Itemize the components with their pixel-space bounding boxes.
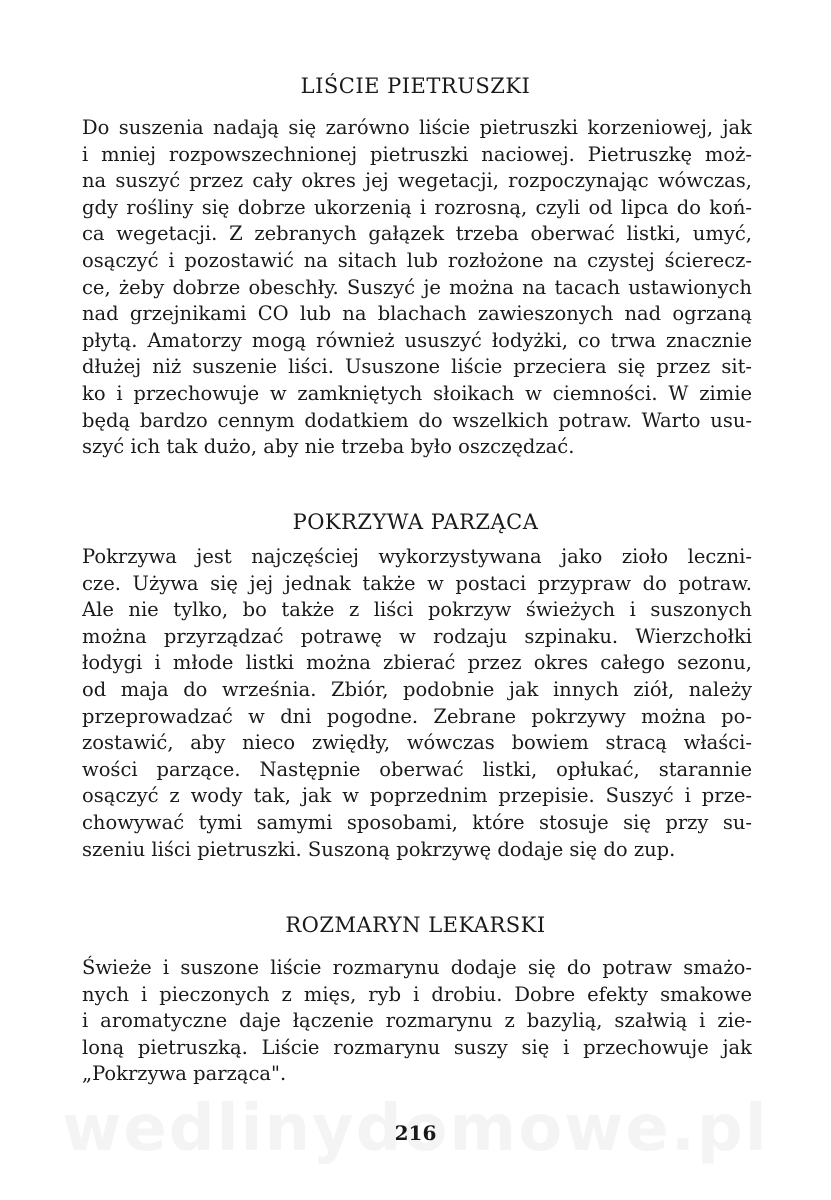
text-line: cze. Używa się jej jednak także w postaci przypraw do potraw. xyxy=(82,571,752,595)
text-line: i mniej rozpowszechnionej pietruszki naciowej. Pietruszkę moż- xyxy=(82,142,752,166)
text-line: ce, żeby dobrze obeschły. Suszyć je można na tacach ustawionych xyxy=(82,275,752,299)
text-line: szyć ich tak dużo, aby nie trzeba było oszczędzać. xyxy=(82,435,575,459)
text-line: Świeże i suszone liście rozmarynu dodaje się do potraw smażo- xyxy=(82,956,752,979)
text-line: od maja do września. Zbiór, podobnie jak innych ziół, należy xyxy=(82,677,752,701)
page-number: 216 xyxy=(394,1121,437,1145)
text-line: Ale nie tylko, bo także z liści pokrzyw świeżych i suszonych xyxy=(82,598,752,622)
text-line: ca wegetacji. Z zebranych gałązek trzeba oberwać listki, umyć, xyxy=(82,222,752,246)
section-title-liscie-pietruszki: LIŚCIE PIETRUSZKI xyxy=(300,74,531,98)
text-line: zostawić, aby nieco zwiędły, wówczas bowiem stracą właści- xyxy=(82,731,752,755)
text-line: ko i przechowuje w zamkniętych słoikach w ciemności. W zimie xyxy=(82,381,752,405)
text-line: szeniu liści pietruszki. Suszoną pokrzywę dodaje się do zup. xyxy=(82,837,676,861)
text-line: płytą. Amatorzy mogą również ususzyć łodyżki, co trwa znacznie xyxy=(82,328,752,352)
text-line: można przyrządzać potrawę w rodzaju szpinaku. Wierzchołki xyxy=(82,624,752,648)
text-line: osączyć z wody tak, jak w poprzednim przepisie. Suszyć i prze- xyxy=(82,784,752,808)
text-line: na suszyć przez cały okres jej wegetacji, rozpoczynając wówczas, xyxy=(82,169,752,193)
text-line: łodygi i młode listki można zbierać przez okres całego sezonu, xyxy=(82,651,752,675)
text-line: dłużej niż suszenie liści. Ususzone liście przeciera się przez sit- xyxy=(82,355,752,379)
section-title-rozmaryn-lekarski: ROZMARYN LEKARSKI xyxy=(285,913,546,937)
section-body-liscie-pietruszki xyxy=(82,115,752,461)
text-line: nad grzejnikami CO lub na blachach zawieszonych nad ogrzaną xyxy=(82,302,752,326)
section-body-pokrzywa-parzaca xyxy=(82,544,752,863)
text-line: Do suszenia nadają się zarówno liście pietruszki korzeniowej, jak xyxy=(82,116,752,139)
section-body-rozmaryn-lekarski xyxy=(82,955,752,1088)
text-line: i aromatyczne daje łączenie rozmarynu z bazylią, szałwią i zie- xyxy=(82,1009,752,1033)
text-line: osączyć i pozostawić na sitach lub rozłożone na czystej ścierecz- xyxy=(82,248,752,272)
section-title-pokrzywa-parzaca: POKRZYWA PARZĄCA xyxy=(292,510,539,534)
text-line: Pokrzywa jest najczęściej wykorzystywana jako zioło leczni- xyxy=(82,545,752,568)
text-line: „Pokrzywa parząca". xyxy=(82,1062,287,1086)
text-line: chowywać tymi samymi sposobami, które stosuje się przy su- xyxy=(82,810,752,834)
text-line: będą bardzo cennym dodatkiem do wszelkich potraw. Warto usu- xyxy=(82,408,752,432)
text-line: loną pietruszką. Liście rozmarynu suszy się i przechowuje jak xyxy=(82,1035,752,1059)
text-line: gdy rośliny się dobrze ukorzenią i rozrosną, czyli od lipca do koń- xyxy=(82,195,752,219)
text-line: wości parzące. Następnie oberwać listki, opłukać, starannie xyxy=(82,757,752,781)
text-line: nych i pieczonych z mięs, ryb i drobiu. Dobre efekty smakowe xyxy=(82,982,752,1006)
text-line: przeprowadzać w dni pogodne. Zebrane pokrzywy można po- xyxy=(82,704,752,728)
